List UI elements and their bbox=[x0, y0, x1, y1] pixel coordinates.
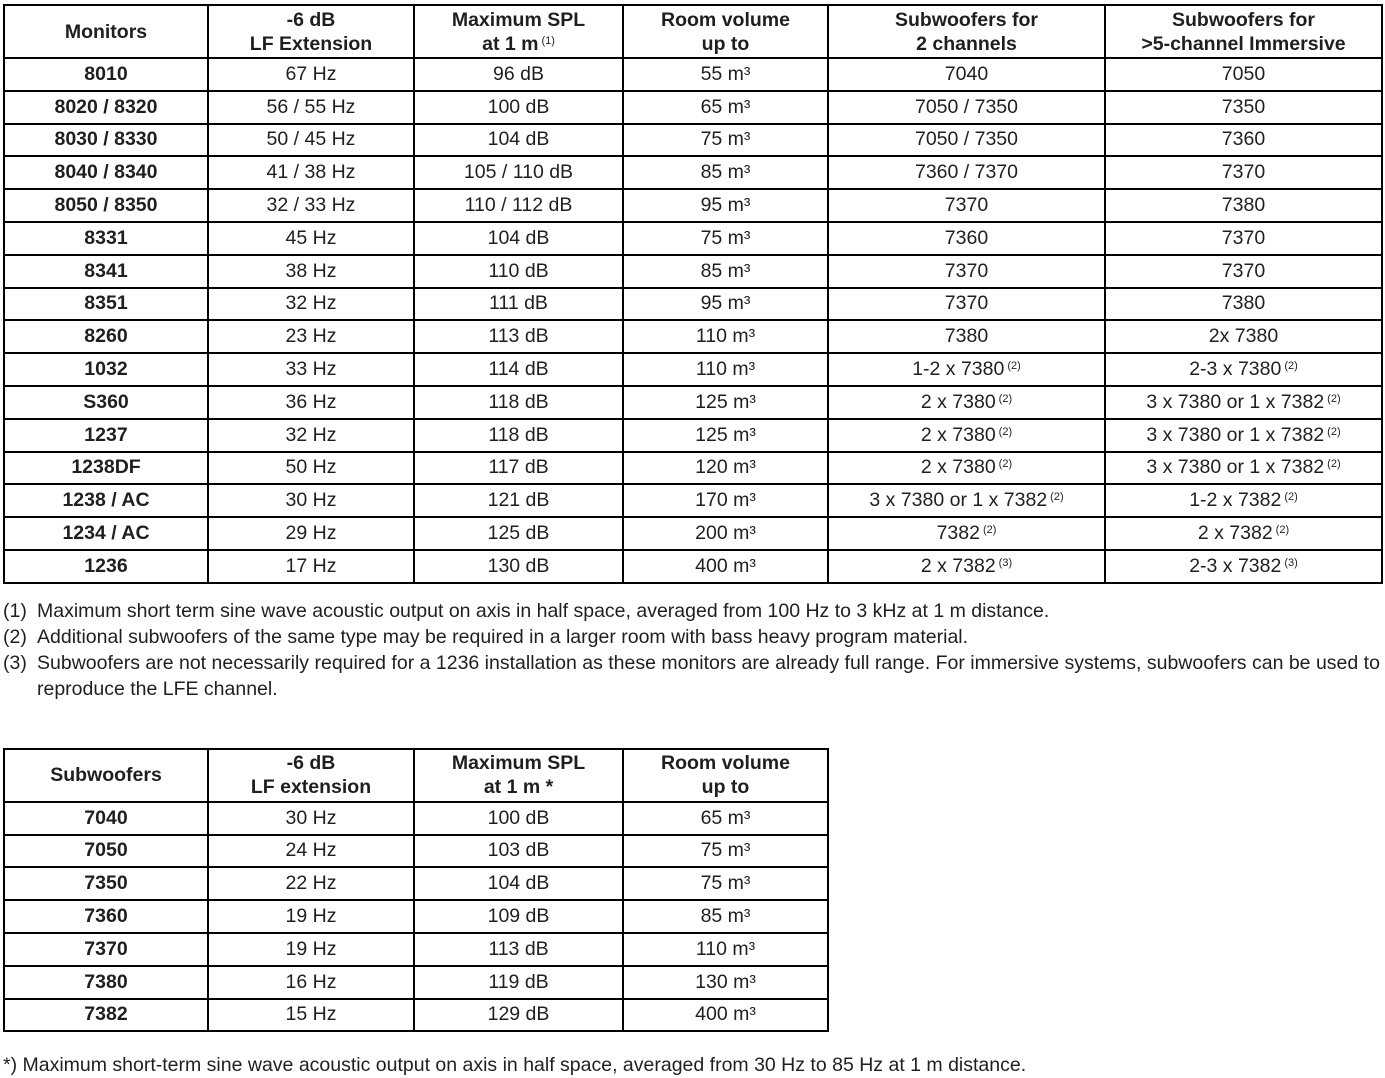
column-header: Subwoofers bbox=[4, 749, 208, 802]
cell: 56 / 55 Hz bbox=[208, 91, 414, 124]
cell: 16 Hz bbox=[208, 966, 414, 999]
cell: 8040 / 8340 bbox=[4, 156, 208, 189]
cell: 29 Hz bbox=[208, 517, 414, 550]
footnote-marker: (2) bbox=[3, 625, 27, 648]
cell: 7350 bbox=[1105, 91, 1382, 124]
table-row bbox=[4, 835, 828, 868]
footnote-reference: (2) bbox=[998, 425, 1013, 438]
subwoofers-footnote: *) Maximum short-term sine wave acoustic output on axis in half space, averaged from 30 Hz to 85 Hz at 1 m distance. bbox=[3, 1054, 1027, 1077]
footnote-reference: (2) bbox=[998, 458, 1013, 471]
cell: 3 x 7380 or 1 x 7382 $^{(2)}$ bbox=[1105, 386, 1382, 419]
column-header: Subwoofers for >5-channel Immersive bbox=[1105, 5, 1382, 58]
table-row bbox=[4, 484, 1382, 517]
cell: 3 x 7380 or 1 x 7382 $^{(2)}$ bbox=[828, 484, 1105, 517]
cell: 7380 bbox=[1105, 288, 1382, 321]
column-header: Room volume up to bbox=[623, 5, 828, 58]
monitors-footnotes bbox=[3, 598, 1381, 702]
footnote-reference: (2) bbox=[982, 524, 997, 537]
cell: 7370 bbox=[828, 255, 1105, 288]
cell: 30 Hz bbox=[208, 802, 414, 835]
table-row bbox=[4, 124, 1382, 157]
cell: 24 Hz bbox=[208, 835, 414, 868]
cell: 7050 bbox=[1105, 58, 1382, 91]
cell: 2 x 7380 $^{(2)}$ bbox=[828, 419, 1105, 452]
footnote: (2) Additional subwoofers of the same type may be required in a larger room with bass heavy program material. bbox=[3, 625, 969, 648]
cell: 3 x 7380 or 1 x 7382 $^{(2)}$ bbox=[1105, 419, 1382, 452]
cell: 23 Hz bbox=[208, 320, 414, 353]
cell: 32 Hz bbox=[208, 419, 414, 452]
table-row bbox=[4, 189, 1382, 222]
subwoofers-table-body bbox=[4, 802, 828, 1032]
cell: 22 Hz bbox=[208, 867, 414, 900]
footnote-reference: (3) bbox=[1284, 556, 1298, 569]
cell: 7050 / 7350 bbox=[828, 91, 1105, 124]
cell: 15 Hz bbox=[208, 999, 414, 1032]
cell: 65 m³ bbox=[623, 802, 828, 835]
cell: 7350 bbox=[4, 867, 208, 900]
cell: 1236 bbox=[4, 550, 208, 583]
monitors-table-header bbox=[4, 5, 1382, 58]
cell: 7050 / 7350 bbox=[828, 124, 1105, 157]
footnote-reference: (2) bbox=[1275, 524, 1290, 537]
table-row bbox=[4, 900, 828, 933]
cell: 3 x 7380 or 1 x 7382 $^{(2)}$ bbox=[1105, 452, 1382, 485]
cell: 110 m³ bbox=[623, 933, 828, 966]
cell: 2-3 x 7382 $^{(3)}$ bbox=[1105, 550, 1382, 583]
table-row bbox=[4, 867, 828, 900]
cell: S360 bbox=[4, 386, 208, 419]
cell: 85 m³ bbox=[623, 900, 828, 933]
cell: 7380 bbox=[4, 966, 208, 999]
cell: 130 m³ bbox=[623, 966, 828, 999]
cell: 8260 bbox=[4, 320, 208, 353]
cell: 8010 bbox=[4, 58, 208, 91]
cell: 45 Hz bbox=[208, 222, 414, 255]
cell: 125 dB bbox=[414, 517, 623, 550]
cell: 50 Hz bbox=[208, 452, 414, 485]
footnote-reference: (2) bbox=[998, 392, 1013, 405]
cell: 95 m³ bbox=[623, 288, 828, 321]
cell: 38 Hz bbox=[208, 255, 414, 288]
cell: 8331 bbox=[4, 222, 208, 255]
cell: 110 m³ bbox=[623, 353, 828, 386]
footnote: (1) Maximum short term sine wave acoustic output on axis in half space, averaged from 100 Hz to 3 kHz at 1 m distance. bbox=[3, 599, 1050, 622]
table-row bbox=[4, 933, 828, 966]
cell: 75 m³ bbox=[623, 222, 828, 255]
column-header: Subwoofers for 2 channels bbox=[828, 5, 1105, 58]
cell: 7360 / 7370 bbox=[828, 156, 1105, 189]
cell: 96 dB bbox=[414, 58, 623, 91]
cell: 7050 bbox=[4, 835, 208, 868]
cell: 7040 bbox=[4, 802, 208, 835]
cell: 19 Hz bbox=[208, 933, 414, 966]
cell: 2-3 x 7380 $^{(2)}$ bbox=[1105, 353, 1382, 386]
cell: 7370 bbox=[828, 288, 1105, 321]
cell: 2x 7380 bbox=[1105, 320, 1382, 353]
cell: 120 m³ bbox=[623, 452, 828, 485]
cell: 103 dB bbox=[414, 835, 623, 868]
column-header: Maximum SPL at 1 m * bbox=[414, 749, 623, 802]
header-row bbox=[4, 749, 828, 802]
cell: 55 m³ bbox=[623, 58, 828, 91]
cell: 125 m³ bbox=[623, 419, 828, 452]
cell: 30 Hz bbox=[208, 484, 414, 517]
cell: 129 dB bbox=[414, 999, 623, 1032]
cell: 111 dB bbox=[414, 288, 623, 321]
cell: 1238 / AC bbox=[4, 484, 208, 517]
table-row bbox=[4, 288, 1382, 321]
cell: 400 m³ bbox=[623, 999, 828, 1032]
cell: 2 x 7382 $^{(3)}$ bbox=[828, 550, 1105, 583]
cell: 50 / 45 Hz bbox=[208, 124, 414, 157]
cell: 8351 bbox=[4, 288, 208, 321]
cell: 75 m³ bbox=[623, 867, 828, 900]
header-row bbox=[4, 5, 1382, 58]
table-row bbox=[4, 550, 1382, 583]
cell: 1032 bbox=[4, 353, 208, 386]
cell: 95 m³ bbox=[623, 189, 828, 222]
table-row bbox=[4, 517, 1382, 550]
column-header: -6 dB LF extension bbox=[208, 749, 414, 802]
cell: 19 Hz bbox=[208, 900, 414, 933]
monitors-table bbox=[3, 4, 1383, 584]
cell: 100 dB bbox=[414, 802, 623, 835]
table-row bbox=[4, 452, 1382, 485]
footnote-reference: (2) bbox=[1284, 491, 1298, 504]
cell: 75 m³ bbox=[623, 124, 828, 157]
table-row bbox=[4, 999, 828, 1032]
cell: 7382 bbox=[4, 999, 208, 1032]
cell: 8030 / 8330 bbox=[4, 124, 208, 157]
cell: 41 / 38 Hz bbox=[208, 156, 414, 189]
column-header: -6 dB LF Extension bbox=[208, 5, 414, 58]
cell: 109 dB bbox=[414, 900, 623, 933]
subwoofers-table-header bbox=[4, 749, 828, 802]
table-row bbox=[4, 222, 1382, 255]
cell: 1237 bbox=[4, 419, 208, 452]
cell: 110 / 112 dB bbox=[414, 189, 623, 222]
cell: 119 dB bbox=[414, 966, 623, 999]
footnote-marker: (1) bbox=[3, 599, 27, 622]
table-row bbox=[4, 353, 1382, 386]
cell: 118 dB bbox=[414, 419, 623, 452]
cell: 1-2 x 7380 $^{(2)}$ bbox=[828, 353, 1105, 386]
cell: 105 / 110 dB bbox=[414, 156, 623, 189]
cell: 7370 bbox=[1105, 255, 1382, 288]
cell: 17 Hz bbox=[208, 550, 414, 583]
cell: 110 m³ bbox=[623, 320, 828, 353]
table-row bbox=[4, 386, 1382, 419]
cell: 110 dB bbox=[414, 255, 623, 288]
cell: 7360 bbox=[828, 222, 1105, 255]
footnote: (3) Subwoofers are not necessarily required for a 1236 installation as these monitors are already full range. For immersive systems, subwoofers can be used to reproduce the LFE channel. bbox=[3, 651, 1380, 700]
cell: 7382 $^{(2)}$ bbox=[828, 517, 1105, 550]
footnote-reference: (2) bbox=[1327, 458, 1341, 471]
cell: 32 / 33 Hz bbox=[208, 189, 414, 222]
table-row bbox=[4, 58, 1382, 91]
cell: 33 Hz bbox=[208, 353, 414, 386]
table-row bbox=[4, 91, 1382, 124]
cell: 2 x 7380 $^{(2)}$ bbox=[828, 386, 1105, 419]
cell: 125 m³ bbox=[623, 386, 828, 419]
cell: 7370 bbox=[4, 933, 208, 966]
table-row bbox=[4, 966, 828, 999]
footnote-marker: (3) bbox=[3, 651, 27, 674]
cell: 114 dB bbox=[414, 353, 623, 386]
footnote-reference: (2) bbox=[1284, 360, 1298, 373]
column-header: Monitors bbox=[4, 5, 208, 58]
cell: 121 dB bbox=[414, 484, 623, 517]
cell: 67 Hz bbox=[208, 58, 414, 91]
cell: 1-2 x 7382 $^{(2)}$ bbox=[1105, 484, 1382, 517]
table-row bbox=[4, 320, 1382, 353]
table-row bbox=[4, 156, 1382, 189]
column-header: Room volume up to bbox=[623, 749, 828, 802]
cell: 104 dB bbox=[414, 867, 623, 900]
cell: 8341 bbox=[4, 255, 208, 288]
cell: 85 m³ bbox=[623, 255, 828, 288]
cell: 170 m³ bbox=[623, 484, 828, 517]
footnote-reference: (1) bbox=[541, 34, 555, 47]
cell: 113 dB bbox=[414, 320, 623, 353]
cell: 36 Hz bbox=[208, 386, 414, 419]
cell: 1238DF bbox=[4, 452, 208, 485]
cell: 8020 / 8320 bbox=[4, 91, 208, 124]
footnote-reference: (2) bbox=[1050, 491, 1064, 504]
cell: 7380 bbox=[1105, 189, 1382, 222]
footnote-reference: (2) bbox=[1327, 425, 1341, 438]
footnote-reference: (2) bbox=[1007, 360, 1021, 373]
cell: 32 Hz bbox=[208, 288, 414, 321]
table-row bbox=[4, 802, 828, 835]
cell: 65 m³ bbox=[623, 91, 828, 124]
footnote-reference: (3) bbox=[998, 556, 1013, 569]
cell: 117 dB bbox=[414, 452, 623, 485]
cell: 100 dB bbox=[414, 91, 623, 124]
cell: 7370 bbox=[828, 189, 1105, 222]
table-row bbox=[4, 419, 1382, 452]
subwoofers-table bbox=[3, 748, 829, 1033]
cell: 2 x 7382 $^{(2)}$ bbox=[1105, 517, 1382, 550]
cell: 7360 bbox=[4, 900, 208, 933]
cell: 7370 bbox=[1105, 222, 1382, 255]
cell: 7380 bbox=[828, 320, 1105, 353]
cell: 1234 / AC bbox=[4, 517, 208, 550]
footnote-reference: (2) bbox=[1327, 392, 1341, 405]
cell: 7370 bbox=[1105, 156, 1382, 189]
column-header: Maximum SPL at 1 m $^{(1)}$ bbox=[414, 5, 623, 58]
cell: 85 m³ bbox=[623, 156, 828, 189]
cell: 2 x 7380 $^{(2)}$ bbox=[828, 452, 1105, 485]
cell: 8050 / 8350 bbox=[4, 189, 208, 222]
cell: 400 m³ bbox=[623, 550, 828, 583]
monitors-table-body bbox=[4, 58, 1382, 583]
cell: 200 m³ bbox=[623, 517, 828, 550]
cell: 7040 bbox=[828, 58, 1105, 91]
cell: 130 dB bbox=[414, 550, 623, 583]
cell: 113 dB bbox=[414, 933, 623, 966]
cell: 104 dB bbox=[414, 222, 623, 255]
table-row bbox=[4, 255, 1382, 288]
cell: 75 m³ bbox=[623, 835, 828, 868]
cell: 104 dB bbox=[414, 124, 623, 157]
cell: 7360 bbox=[1105, 124, 1382, 157]
cell: 118 dB bbox=[414, 386, 623, 419]
